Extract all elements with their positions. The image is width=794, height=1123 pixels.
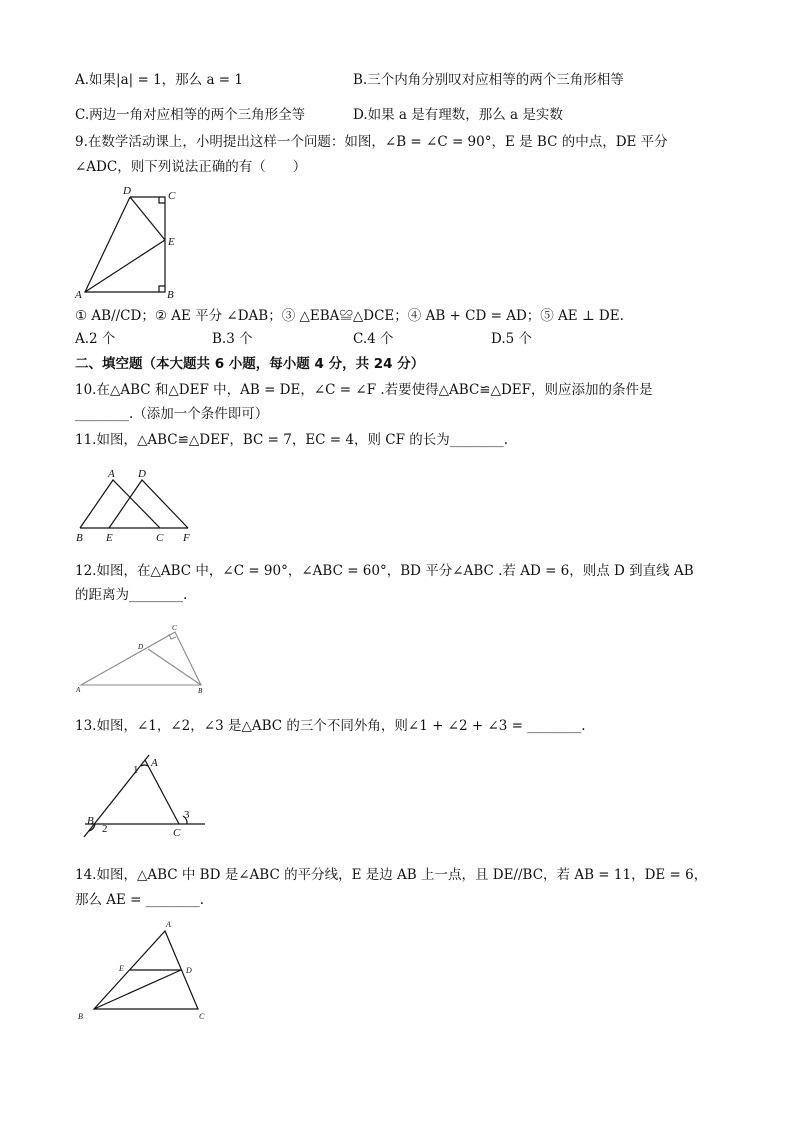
q9-option-a: A.2 个 <box>75 331 116 347</box>
q12-question-line1: 12.如图，在△ABC 中，∠C = 90°，∠ABC = 60°，BD 平分∠ABC .若 AD = 6，则点 D 到直线 AB <box>75 563 694 579</box>
q13-question: 13.如图，∠1，∠2，∠3 是△ABC 的三个不同外角，则∠1 + ∠2 + ∠3 = ________. <box>75 718 586 734</box>
q14-label-d: D <box>186 966 192 975</box>
q9-option-c: C.4 个 <box>353 331 394 347</box>
q8-option-a: A.如果|a| = 1，那么 a = 1 <box>75 72 243 88</box>
q14-label-b: B <box>78 1012 83 1021</box>
q11-label-e: E <box>106 532 113 544</box>
q14-label-a: A <box>166 920 171 929</box>
q14-question-line1: 14.如图，△ABC 中 BD 是∠ABC 的平分线，E 是边 AB 上一点，且 DE//BC，若 AB = 11，DE = 6， <box>75 867 708 883</box>
q14-label-c: C <box>199 1012 205 1021</box>
q13-label-a: A <box>151 757 158 769</box>
q9-label-c: C <box>168 190 176 202</box>
q8-option-c: C.两边一角对应相等的两个三角形全等 <box>75 107 306 123</box>
q9-option-d: D.5 个 <box>491 331 533 347</box>
q13-label-2: 2 <box>102 823 108 835</box>
q12-question-line2: 的距离为________. <box>75 587 188 603</box>
q9-figure <box>70 185 190 303</box>
q13-label-1: 1 <box>133 764 139 776</box>
q12-label-c: C <box>172 624 177 632</box>
q9-label-d: D <box>123 185 131 197</box>
q12-figure <box>75 620 210 700</box>
q9-label-b: B <box>167 289 174 301</box>
q11-figure <box>75 465 200 545</box>
q11-question: 11.如图，△ABC≌△DEF，BC = 7，EC = 4，则 CF 的长为________. <box>75 432 509 448</box>
q12-label-b: B <box>198 687 203 695</box>
q9-label-a: A <box>75 289 82 301</box>
q9-question-line2: ∠ADC，则下列说法正确的有（ ） <box>75 159 307 175</box>
q13-label-b: B <box>87 815 94 827</box>
q13-figure <box>75 750 215 845</box>
q9-label-e: E <box>168 236 175 248</box>
q11-label-b: B <box>76 532 83 544</box>
q11-label-f: F <box>183 532 190 544</box>
q13-label-3: 3 <box>184 809 190 821</box>
q8-option-d: D.如果 a 是有理数，那么 a 是实数 <box>353 107 563 123</box>
q14-question-line2: 那么 AE = ________. <box>75 892 205 908</box>
q9-question-line1: 9.在数学活动课上，小明提出这样一个问题：如图，∠B = ∠C = 90°，E 是 BC 的中点，DE 平分 <box>75 134 668 150</box>
q10-question-line2: ________.（添加一个条件即可） <box>75 406 269 422</box>
section-title: 二、填空题（本大题共 6 小题，每小题 4 分，共 24 分） <box>75 356 425 372</box>
q14-figure <box>75 918 220 1023</box>
q11-label-c: C <box>156 532 164 544</box>
q8-option-b: B.三个内角分别叹对应相等的两个三角形相等 <box>353 72 624 88</box>
q9-option-b: B.3 个 <box>212 331 253 347</box>
q10-question-line1: 10.在△ABC 和△DEF 中，AB = DE，∠C = ∠F .若要使得△ABC≌△DEF，则应添加的条件是 <box>75 382 653 398</box>
q14-label-e: E <box>119 964 124 973</box>
q12-label-a: A <box>76 686 81 694</box>
q11-label-d: D <box>138 468 146 480</box>
q12-label-d: D <box>138 643 144 651</box>
q9-statements: ① AB//CD；② AE 平分 ∠DAB；③ △EBA≌△DCE；④ AB + CD = AD；⑤ AE ⊥ DE. <box>75 308 624 324</box>
q13-label-c: C <box>173 827 181 839</box>
q11-label-a: A <box>108 468 115 480</box>
